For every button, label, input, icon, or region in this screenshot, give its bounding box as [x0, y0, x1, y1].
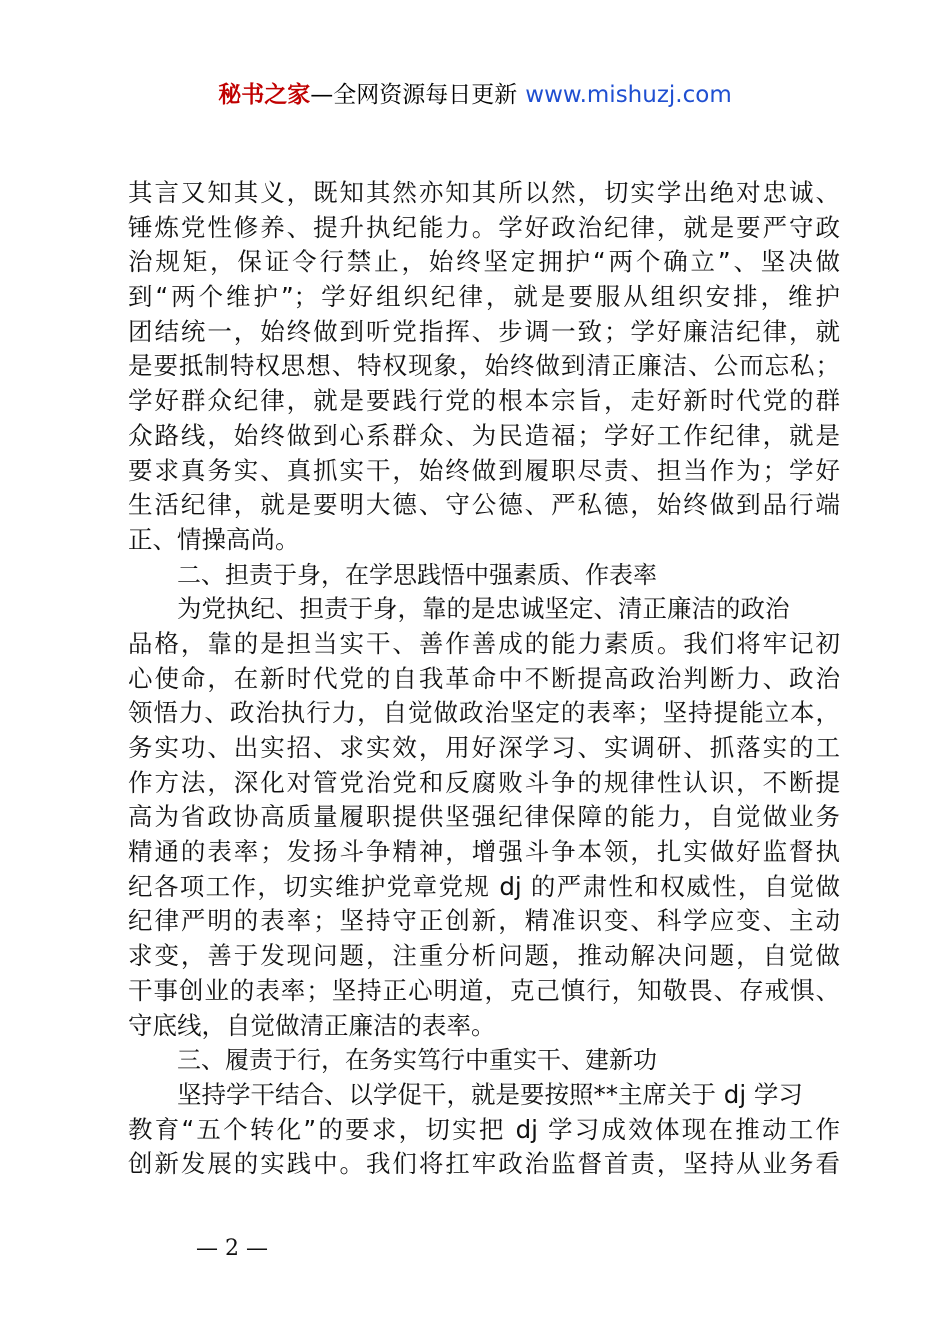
text-line: 是要抵制特权思想、特权现象，始终做到清正廉洁、公而忘私；	[128, 351, 840, 381]
page-number: — 2 —	[196, 1236, 268, 1261]
text-line: 领悟力、政治执行力，自觉做政治坚定的表率；坚持提能立本，	[128, 698, 840, 728]
document-body	[128, 176, 840, 1182]
section-heading: 三、履责于行，在务实笃行中重实干、建新功	[177, 1046, 657, 1075]
text-line: 到“两个维护”；学好组织纪律，就是要服从组织安排，维护	[128, 282, 840, 312]
text-line: 坚持学干结合、以学促干，就是要按照**主席关于 dj 学习	[177, 1079, 803, 1109]
text-line: 教育“五个转化”的要求，切实把 dj 学习成效体现在推动工作	[128, 1114, 840, 1144]
text-line: 学好群众纪律，就是要践行党的根本宗旨，走好新时代党的群	[128, 386, 840, 416]
text-line: 创新发展的实践中。我们将扛牢政治监督首责，坚持从业务看	[128, 1149, 840, 1179]
text-line: 心使命，在新时代党的自我革命中不断提高政治判断力、政治	[128, 663, 840, 693]
text-line: 正、情操高尚。	[128, 524, 300, 554]
text-line: 高为省政协高质量履职提供坚强纪律保障的能力，自觉做业务	[128, 802, 840, 832]
text-line: 纪律严明的表率；坚持守正创新，精准识变、科学应变、主动	[128, 906, 840, 936]
text-line: 团结统一，始终做到听党指挥、步调一致；学好廉洁纪律，就	[128, 316, 840, 346]
text-line: 作方法，深化对管党治党和反腐败斗争的规律性认识，不断提	[128, 767, 840, 797]
banner-slogan: —全网资源每日更新	[310, 82, 518, 108]
text-line: 品格，靠的是担当实干、善作善成的能力素质。我们将牢记初	[128, 628, 840, 658]
text-line: 务实功、出实招、求实效，用好深学习、实调研、抓落实的工	[128, 733, 840, 762]
text-line: 求变，善于发现问题，注重分析问题，推动解决问题，自觉做	[128, 941, 840, 971]
text-line: 锤炼党性修养、提升执纪能力。学好政治纪律，就是要严守政	[128, 212, 840, 242]
text-line: 干事创业的表率；坚持正心明道，克己慎行，知敬畏、存戒惧、	[128, 975, 840, 1005]
text-line: 众路线，始终做到心系群众、为民造福；学好工作纪律，就是	[128, 420, 840, 450]
brand-name: 秘书之家	[218, 82, 311, 108]
section-heading: 二、担责于身，在学思践悟中强素质、作表率	[177, 560, 657, 589]
banner-url[interactable]: www.mishuzj.com	[525, 82, 732, 108]
site-banner	[0, 80, 950, 110]
text-line: 为党执纪、担责于身，靠的是忠诚坚定、清正廉洁的政治	[177, 594, 790, 624]
text-line: 其言又知其义，既知其然亦知其所以然，切实学出绝对忠诚、	[128, 178, 840, 207]
text-line: 精通的表率；发扬斗争精神，增强斗争本领，扎实做好监督执	[128, 837, 840, 867]
text-line: 纪各项工作，切实维护党章党规 dj 的严肃性和权威性，自觉做	[128, 871, 840, 901]
text-line: 守底线，自觉做清正廉洁的表率。	[128, 1010, 496, 1040]
text-line: 要求真务实、真抓实干，始终做到履职尽责、担当作为；学好	[128, 455, 840, 485]
text-line: 治规矩，保证令行禁止，始终坚定拥护“两个确立”、坚决做	[128, 247, 840, 277]
text-line: 生活纪律，就是要明大德、守公德、严私德，始终做到品行端	[128, 490, 840, 520]
